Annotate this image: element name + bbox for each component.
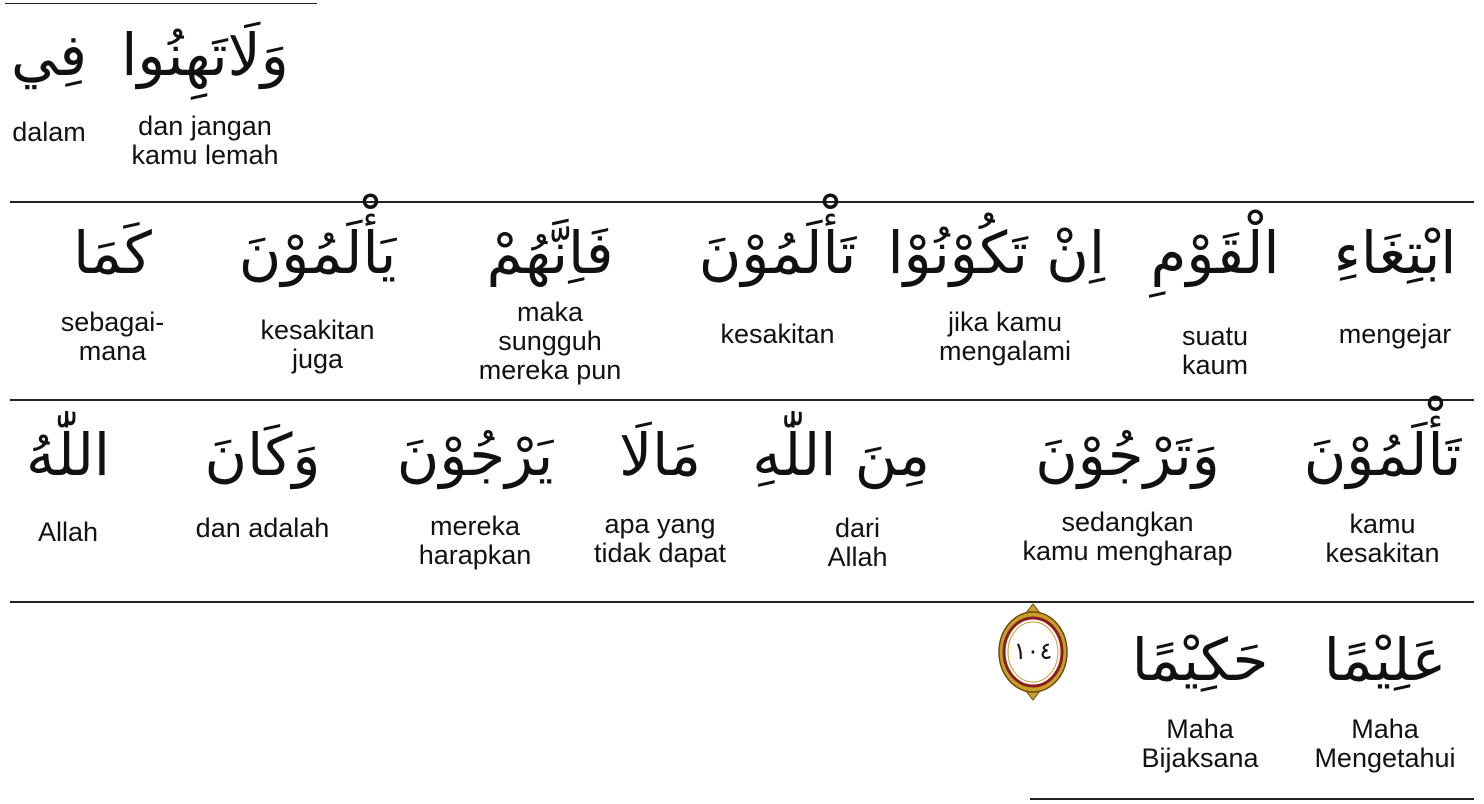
translation-line: kamu lemah bbox=[131, 140, 279, 170]
translation bbox=[1295, 715, 1475, 773]
translation bbox=[690, 320, 865, 349]
word-cell bbox=[25, 218, 200, 366]
translation-line: kesakitan bbox=[720, 319, 835, 349]
arabic-word: اِنْ تَكُوْنُوْا bbox=[887, 219, 1105, 287]
translation-line: kamu bbox=[1349, 509, 1416, 539]
translation-line: Allah bbox=[827, 542, 888, 572]
translation bbox=[25, 308, 200, 366]
word-cell bbox=[18, 420, 118, 547]
word-cell bbox=[1295, 420, 1470, 568]
translation-line: dari bbox=[834, 513, 881, 543]
translation-line: kesakitan bbox=[260, 315, 375, 345]
word-cell bbox=[690, 218, 865, 349]
arabic-word: كَمَا bbox=[73, 219, 152, 287]
translation-line: dalam bbox=[12, 117, 86, 147]
translation bbox=[785, 514, 930, 572]
translation-line: Bijaksana bbox=[1141, 743, 1259, 773]
translation-line: sedangkan bbox=[1061, 507, 1194, 537]
arabic-word: تَأْلَمُوْنَ bbox=[1303, 421, 1462, 489]
translation-line: dan jangan bbox=[138, 111, 272, 141]
translation bbox=[235, 316, 400, 374]
word-cell bbox=[985, 420, 1270, 566]
translation-line: mereka pun bbox=[478, 355, 622, 385]
ayah-number: ١٠٤ bbox=[1013, 637, 1053, 665]
translation-line: tidak dapat bbox=[593, 538, 727, 568]
arabic-word: حَكِيْمًا bbox=[1131, 626, 1269, 694]
arabic-word: وَكَانَ bbox=[204, 421, 321, 489]
word-cell bbox=[150, 420, 375, 543]
translation-line: Maha bbox=[1351, 714, 1419, 744]
row-divider-2 bbox=[10, 399, 1474, 401]
row-divider-1 bbox=[10, 201, 1474, 203]
word-cell bbox=[1140, 218, 1290, 380]
top-rule bbox=[5, 3, 317, 4]
translation-line: dan adalah bbox=[195, 513, 330, 543]
word-cell bbox=[0, 20, 98, 147]
translation-line: apa yang bbox=[604, 509, 716, 539]
translation-line: mengalami bbox=[938, 336, 1072, 366]
arabic-word: فِي bbox=[10, 21, 88, 89]
word-cell bbox=[752, 420, 930, 572]
word-cell bbox=[565, 420, 755, 568]
translation-line: Maha bbox=[1166, 714, 1234, 744]
translation bbox=[985, 508, 1270, 566]
arabic-word: مِنَ اللّٰهِ bbox=[752, 421, 930, 489]
bottom-rule bbox=[1030, 798, 1474, 800]
arabic-word: الْقَوْمِ bbox=[1150, 219, 1280, 287]
arabic-word: تَأْلَمُوْنَ bbox=[698, 219, 857, 287]
translation-line: suatu bbox=[1181, 321, 1249, 351]
translation-line: Allah bbox=[37, 517, 99, 547]
translation-line: Mengetahui bbox=[1314, 743, 1456, 773]
arabic-word: اللّٰهُ bbox=[25, 421, 111, 489]
arabic-word: يَرْجُوْنَ bbox=[396, 421, 554, 489]
arabic-word: ابْتِغَاءِ bbox=[1333, 219, 1457, 287]
translation-line: mengejar bbox=[1338, 319, 1452, 349]
translation-line: kaum bbox=[1181, 350, 1249, 380]
ayah-end-marker bbox=[996, 602, 1070, 702]
word-cell bbox=[450, 218, 650, 385]
arabic-word: وَتَرْجُوْنَ bbox=[1035, 421, 1220, 489]
translation-line: sungguh bbox=[498, 326, 602, 356]
translation-line: sebagai- bbox=[60, 307, 165, 337]
arabic-word: يَأْلَمُوْنَ bbox=[238, 219, 397, 287]
word-cell bbox=[395, 420, 555, 570]
translation-line: mereka bbox=[429, 511, 521, 541]
translation bbox=[1295, 510, 1470, 568]
translation bbox=[150, 514, 375, 543]
translation bbox=[450, 298, 650, 385]
translation bbox=[1120, 715, 1280, 773]
word-cell bbox=[1310, 218, 1480, 349]
word-cell bbox=[105, 20, 305, 170]
translation bbox=[905, 308, 1105, 366]
translation bbox=[18, 518, 118, 547]
translation bbox=[105, 112, 305, 170]
word-cell bbox=[1295, 625, 1475, 773]
arabic-word: مَالَا bbox=[619, 421, 701, 489]
translation-line: jika kamu bbox=[947, 307, 1063, 337]
translation-line: kamu mengharap bbox=[1022, 536, 1233, 566]
translation bbox=[1310, 320, 1480, 349]
arabic-word: عَلِيْمًا bbox=[1323, 626, 1447, 694]
translation bbox=[565, 510, 755, 568]
arabic-word: وَلَاتَهِنُوا bbox=[121, 21, 289, 89]
translation bbox=[0, 118, 98, 147]
word-cell bbox=[887, 218, 1105, 366]
translation-line: juga bbox=[291, 344, 344, 374]
translation bbox=[395, 512, 555, 570]
word-cell bbox=[1120, 625, 1280, 773]
translation-line: harapkan bbox=[418, 540, 532, 570]
row-divider-3 bbox=[10, 601, 1474, 603]
word-cell bbox=[235, 218, 400, 374]
translation-line: mana bbox=[78, 336, 147, 366]
translation-line: kesakitan bbox=[1325, 538, 1440, 568]
translation bbox=[1140, 322, 1290, 380]
translation-line: maka bbox=[516, 297, 584, 327]
arabic-word: فَاِنَّهُمْ bbox=[486, 219, 614, 287]
